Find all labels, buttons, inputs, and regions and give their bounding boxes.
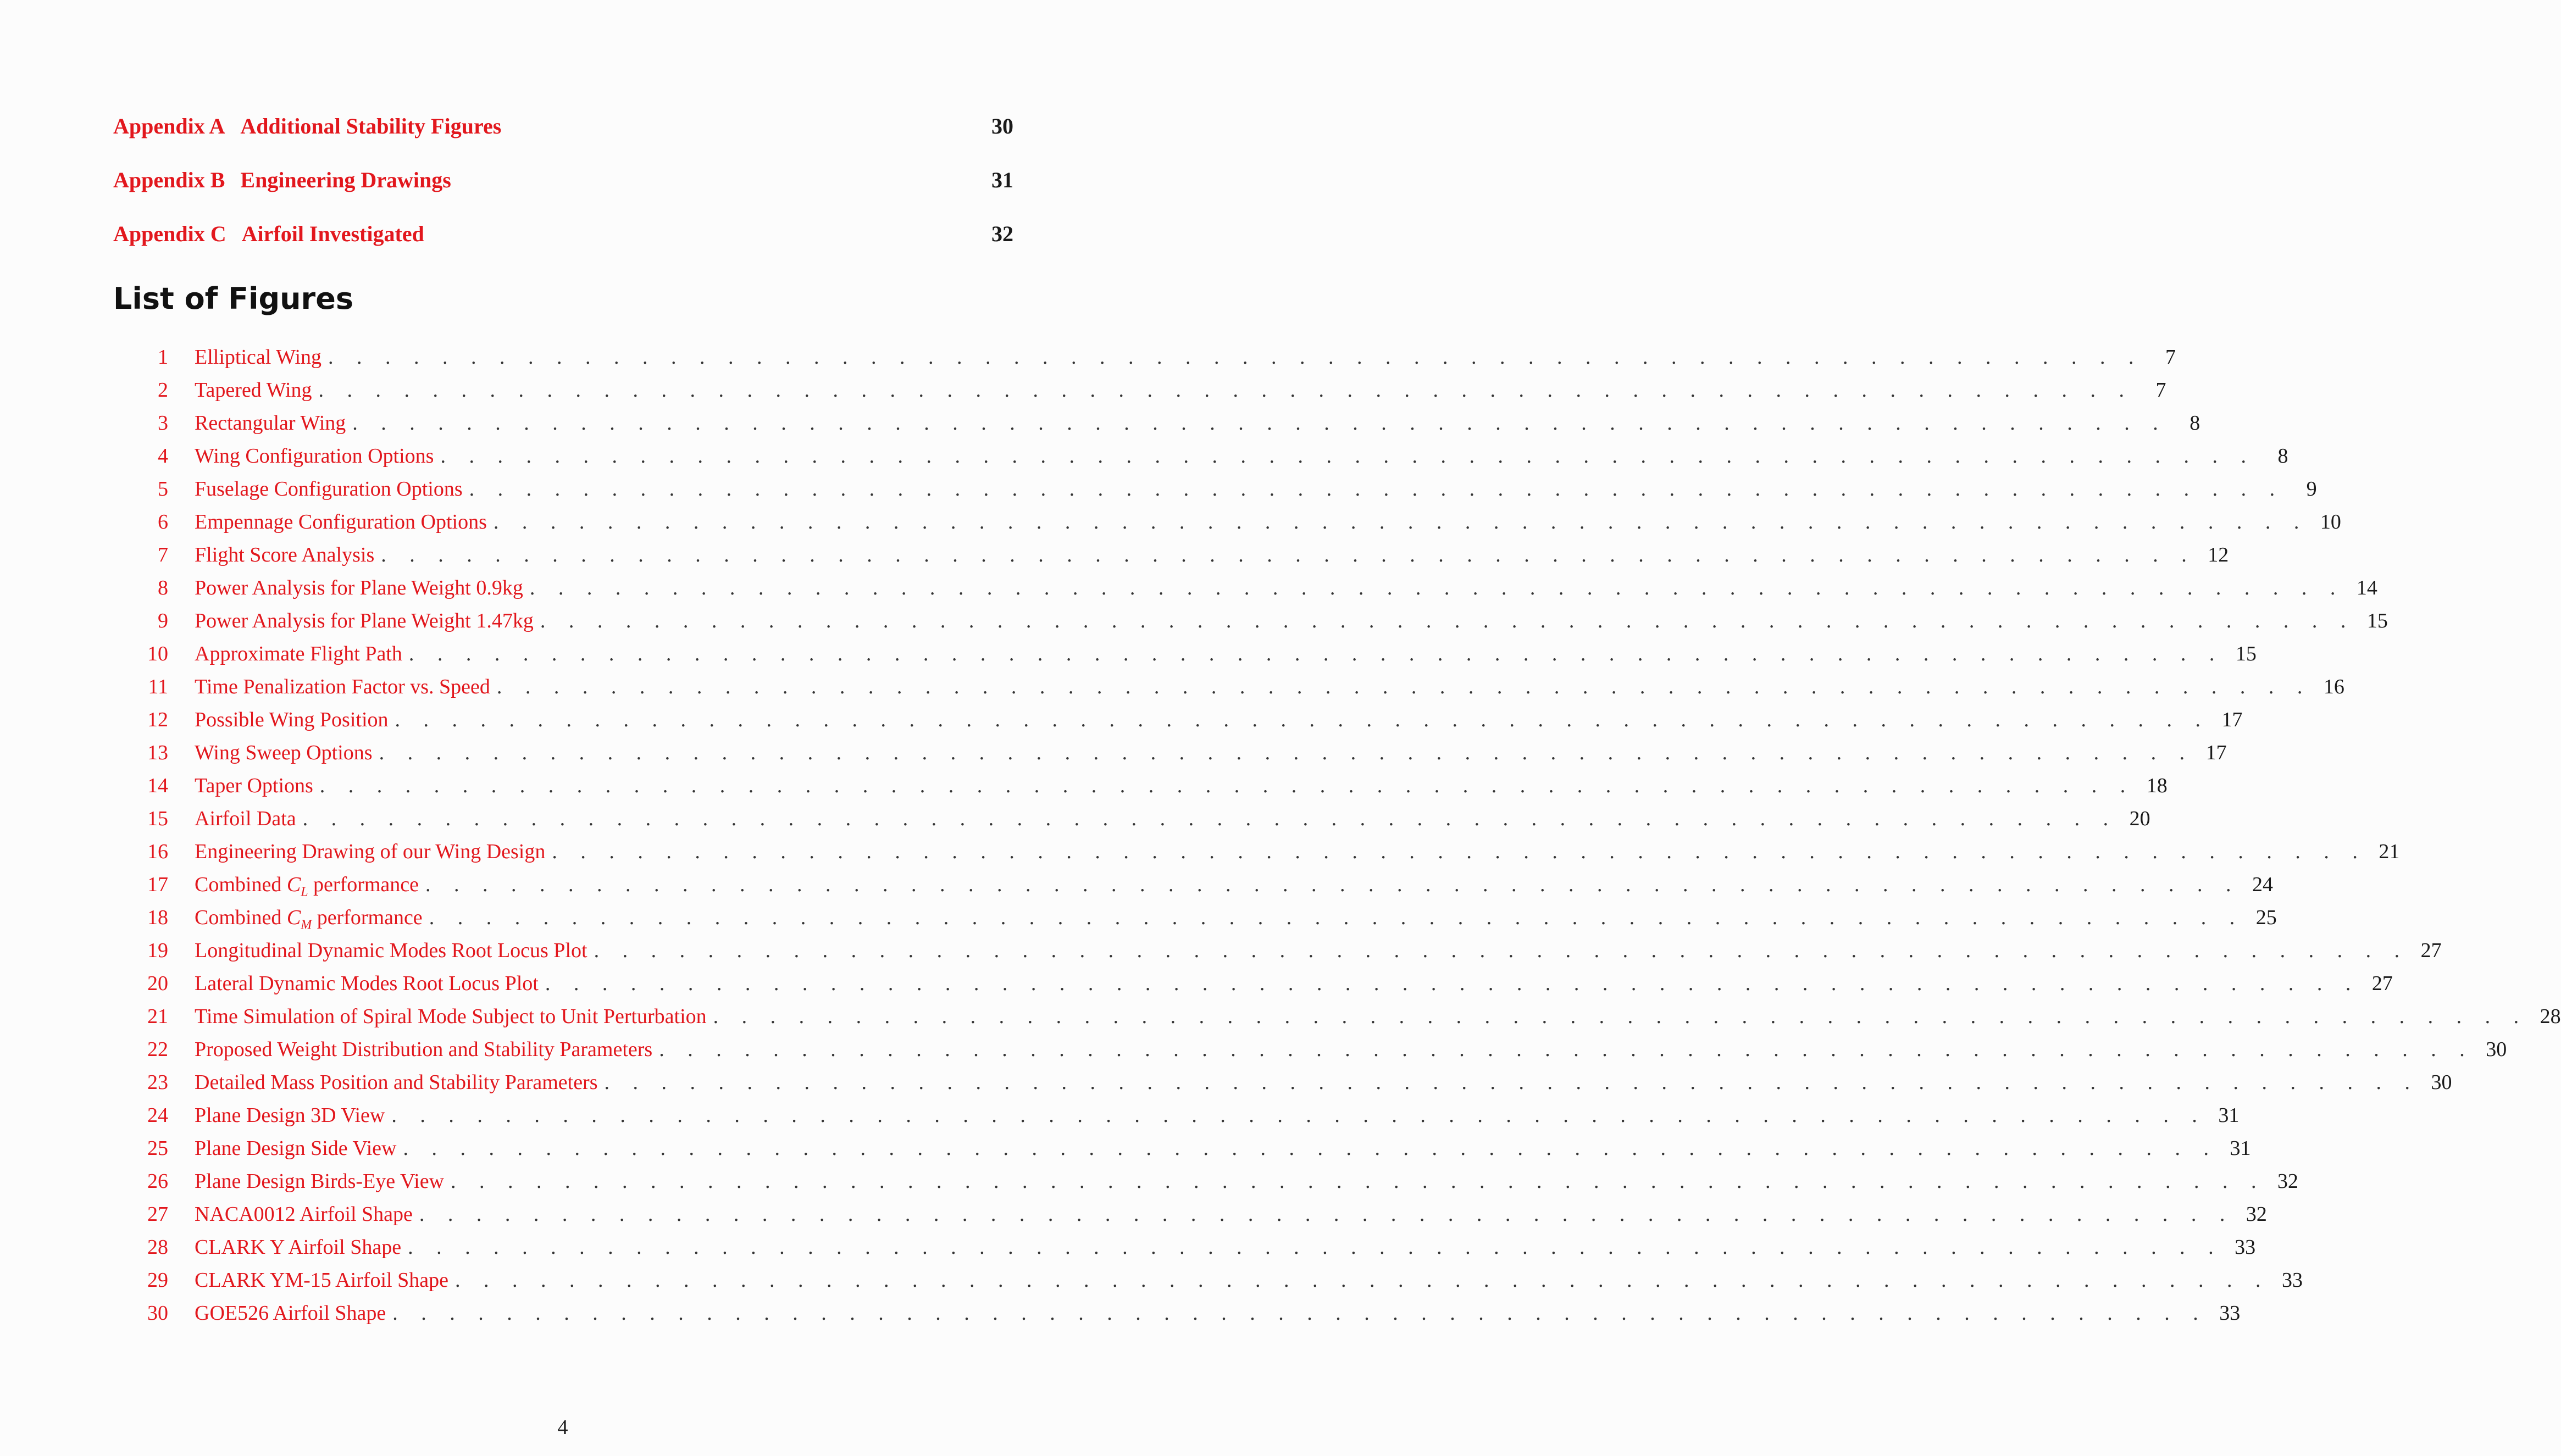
figure-page-number: 8 xyxy=(2277,444,2288,468)
figure-page-number: 17 xyxy=(2221,708,2243,731)
figure-number[interactable]: 10 xyxy=(147,642,168,665)
figure-entry[interactable] xyxy=(113,802,2150,835)
figure-page-number: 30 xyxy=(2431,1071,2452,1094)
appendix-label[interactable]: Appendix C xyxy=(113,221,226,246)
toc-appendix-b[interactable] xyxy=(113,165,1013,196)
dot-leader: . . . . . . . . . . . . . . . . . . . . . . . . . . . . . . . . . . . . . . . . . . . . . . . . . . . . . . . . . . . . . . . . xyxy=(352,412,2168,435)
figure-title[interactable]: Rectangular Wing xyxy=(195,412,346,435)
dot-leader: . . . . . . . . . . . . . . . . . . . . . . . . . . . . . . . . . . . . . . . . . . . . . . . . . . . . . . . . . . . . . . . . xyxy=(302,807,2117,830)
appendix-title[interactable]: Additional Stability Figures xyxy=(240,114,502,138)
figure-title[interactable]: GOE526 Airfoil Shape xyxy=(195,1302,386,1325)
list-of-figures xyxy=(113,341,2561,1330)
figure-entry[interactable] xyxy=(113,670,2344,703)
dot-leader: . . . . . . . . . . . . . . . . . . . . . . . . . . . . . . . . . . . . . . . . . . . . . . . . . . . . . . . . . . . . . . . . xyxy=(451,1170,2265,1193)
figure-page-number: 9 xyxy=(2306,477,2317,501)
figure-page-number: 24 xyxy=(2252,873,2274,896)
figure-entry[interactable] xyxy=(113,1066,2452,1099)
toc-appendix-a[interactable] xyxy=(113,111,1013,142)
dot-leader: . . . . . . . . . . . . . . . . . . . . . . . . . . . . . . . . . . . . . . . . . . . . . . . . . . . . . . . . . . . . . . . . xyxy=(425,873,2241,896)
figure-entry[interactable] xyxy=(113,901,2277,934)
dot-leader: . . . . . . . . . . . . . . . . . . . . . . . . . . . . . . . . . . . . . . . . . . . . . . . . . . . . . . . . . . . . . . . . xyxy=(429,906,2244,929)
figure-page-number: 32 xyxy=(2277,1170,2298,1193)
figure-number[interactable]: 8 xyxy=(158,576,168,599)
figure-title[interactable]: Plane Design Birds-Eye View xyxy=(195,1170,444,1193)
figure-page-number: 15 xyxy=(2366,609,2388,632)
figure-page-number: 8 xyxy=(2189,412,2200,435)
figure-entry[interactable] xyxy=(113,934,2442,967)
dot-leader: . . . . . . . . . . . . . . . . . . . . . . . . . . . . . . . . . . . . . . . . . . . . . . . . . . . . . . . . . . . . . . . . xyxy=(545,972,2360,995)
figure-title[interactable]: Approximate Flight Path xyxy=(195,642,402,665)
figure-entry[interactable] xyxy=(113,604,2388,637)
figure-number[interactable]: 9 xyxy=(158,609,168,632)
figure-entry[interactable] xyxy=(113,1132,2251,1165)
figure-page-number: 7 xyxy=(2165,346,2176,369)
figure-entry[interactable] xyxy=(113,505,2341,538)
figure-title-pre: Combined xyxy=(195,873,287,896)
figure-number[interactable]: 4 xyxy=(158,444,168,468)
figure-title-variable: C xyxy=(286,873,301,896)
figure-title[interactable]: CLARK Y Airfoil Shape xyxy=(195,1236,402,1259)
dot-leader: . . . . . . . . . . . . . . . . . . . . . . . . . . . . . . . . . . . . . . . . . . . . . . . . . . . . . . . . . . . . . . . . xyxy=(594,939,2409,962)
list-of-figures-heading: List of Figures xyxy=(113,281,353,316)
figure-page-number: 20 xyxy=(2129,807,2150,830)
figure-page-number: 27 xyxy=(2420,939,2442,962)
figure-entry[interactable] xyxy=(113,1000,2561,1033)
figure-title[interactable]: Possible Wing Position xyxy=(195,708,389,731)
figure-title[interactable]: NACA0012 Airfoil Shape xyxy=(195,1203,413,1226)
figure-number[interactable]: 26 xyxy=(147,1170,168,1193)
dot-leader: . . . . . . . . . . . . . . . . . . . . . . . . . . . . . . . . . . . . . . . . . . . . . . . . . . . . . . . . . . . . . . . . xyxy=(391,1104,2207,1127)
figure-entry[interactable] xyxy=(113,868,2274,901)
figure-title[interactable]: Power Analysis for Plane Weight 1.47kg xyxy=(195,609,534,632)
figure-page-number: 33 xyxy=(2219,1302,2241,1325)
figure-entry[interactable] xyxy=(113,1264,2303,1297)
figure-title-pre: Combined xyxy=(195,906,287,929)
figure-entry[interactable] xyxy=(113,967,2393,1000)
figure-entry[interactable] xyxy=(113,637,2257,670)
figure-entry[interactable] xyxy=(113,407,2200,440)
figure-title[interactable]: Engineering Drawing of our Wing Design xyxy=(195,840,546,863)
figure-title-post: performance xyxy=(312,906,423,929)
figure-number[interactable]: 15 xyxy=(147,807,168,830)
figure-number[interactable]: 21 xyxy=(147,1005,168,1028)
figure-title[interactable]: Taper Options xyxy=(195,774,313,797)
dot-leader: . . . . . . . . . . . . . . . . . . . . . . . . . . . . . . . . . . . . . . . . . . . . . . . . . . . . . . . . . . . . . . . . xyxy=(319,774,2135,797)
figure-entry[interactable] xyxy=(113,1198,2267,1231)
figure-entry[interactable] xyxy=(113,769,2168,802)
figure-page-number: 28 xyxy=(2540,1005,2561,1028)
figure-page-number: 25 xyxy=(2255,906,2277,929)
figure-number[interactable]: 28 xyxy=(147,1236,168,1259)
figure-page-number: 33 xyxy=(2235,1236,2256,1259)
figure-page-number: 7 xyxy=(2155,379,2166,402)
figure-title[interactable]: Wing Configuration Options xyxy=(195,444,434,468)
appendix-label[interactable]: Appendix B xyxy=(113,168,225,192)
figure-page-number: 31 xyxy=(2230,1137,2251,1160)
figure-title[interactable]: Lateral Dynamic Modes Root Locus Plot xyxy=(195,972,539,995)
dot-leader: . . . . . . . . . . . . . . . . . . . . . . . . . . . . . . . . . . . . . . . . . . . . . . . . . . . . . . . . . . . . . . . . xyxy=(496,675,2311,698)
figure-number[interactable]: 30 xyxy=(147,1302,168,1325)
figure-title[interactable]: Proposed Weight Distribution and Stability Parameters xyxy=(195,1038,653,1061)
figure-entry[interactable] xyxy=(113,538,2229,571)
figure-number[interactable]: 5 xyxy=(158,477,168,501)
figure-page-number: 12 xyxy=(2208,543,2229,566)
figure-page-number: 31 xyxy=(2218,1104,2240,1127)
appendix-title[interactable]: Engineering Drawings xyxy=(240,168,451,192)
figure-title[interactable]: Tapered Wing xyxy=(195,379,312,402)
figure-number[interactable]: 6 xyxy=(158,510,168,534)
figure-title[interactable]: Longitudinal Dynamic Modes Root Locus Plot xyxy=(195,939,587,962)
dot-leader: . . . . . . . . . . . . . . . . . . . . . . . . . . . . . . . . . . . . . . . . . . . . . . . . . . . . . . . . . . . . . . . . xyxy=(318,379,2133,402)
figure-title[interactable]: Elliptical Wing xyxy=(195,346,322,369)
figure-entry[interactable] xyxy=(113,374,2166,407)
dot-leader: . . . . . . . . . . . . . . . . . . . . . . . . . . . . . . . . . . . . . . . . . . . . . . . . . . . . . . . . . . . . . . . . xyxy=(419,1203,2234,1226)
figure-entry[interactable] xyxy=(113,571,2377,604)
dot-leader: . . . . . . . . . . . . . . . . . . . . . . . . . . . . . . . . . . . . . . . . . . . . . . . . . . . . . . . . . . . . . . . . xyxy=(529,576,2344,599)
figure-number[interactable]: 25 xyxy=(147,1137,168,1160)
figure-entry[interactable] xyxy=(113,736,2227,769)
dot-leader: . . . . . . . . . . . . . . . . . . . . . . . . . . . . . . . . . . . . . . . . . . . . . . . . . . . . . . . . . . . . . . . . xyxy=(493,510,2308,534)
figure-entry[interactable] xyxy=(113,703,2243,736)
figure-number[interactable]: 19 xyxy=(147,939,168,962)
figure-number[interactable]: 24 xyxy=(147,1104,168,1127)
appendix-page-number: 32 xyxy=(991,221,1013,246)
figure-entry[interactable] xyxy=(113,835,2400,868)
figure-number[interactable]: 29 xyxy=(147,1269,168,1292)
figure-page-number: 14 xyxy=(2356,576,2377,599)
figure-page-number: 10 xyxy=(2320,510,2341,534)
figure-number[interactable]: 3 xyxy=(158,412,168,435)
figure-title-subscript: L xyxy=(301,885,308,899)
figure-title[interactable]: Time Simulation of Spiral Mode Subject to Unit Perturbation xyxy=(195,1005,707,1028)
figure-entry[interactable] xyxy=(113,473,2317,505)
figure-page-number: 18 xyxy=(2146,774,2168,797)
figure-entry[interactable] xyxy=(113,1297,2241,1330)
page-number: 4 xyxy=(557,1416,568,1439)
dot-leader: . . . . . . . . . . . . . . . . . . . . . . . . . . . . . . . . . . . . . . . . . . . . . . . . . . . . . . . . . . . . . . . . xyxy=(395,708,2210,731)
figure-number[interactable]: 1 xyxy=(158,346,168,369)
figure-number[interactable]: 23 xyxy=(147,1071,168,1094)
appendix-page-number: 31 xyxy=(991,168,1013,192)
figure-title[interactable]: Wing Sweep Options xyxy=(195,741,373,764)
dot-leader: . . . . . . . . . . . . . . . . . . . . . . . . . . . . . . . . . . . . . . . . . . . . . . . . . . . . . . . . . . . . . . . . xyxy=(604,1071,2419,1094)
figure-title[interactable]: CLARK YM-15 Airfoil Shape xyxy=(195,1269,448,1292)
dot-leader: . . . . . . . . . . . . . . . . . . . . . . . . . . . . . . . . . . . . . . . . . . . . . . . . . . . . . . . . . . . . . . . . xyxy=(713,1005,2528,1028)
dot-leader: . . . . . . . . . . . . . . . . . . . . . . . . . . . . . . . . . . . . . . . . . . . . . . . . . . . . . . . . . . . . . . . . xyxy=(540,609,2355,632)
figure-entry[interactable] xyxy=(113,341,2176,374)
dot-leader: . . . . . . . . . . . . . . . . . . . . . . . . . . . . . . . . . . . . . . . . . . . . . . . . . . . . . . . . . . . . . . . . xyxy=(552,840,2367,863)
figure-title[interactable]: Plane Design 3D View xyxy=(195,1104,385,1127)
figure-title[interactable]: Airfoil Data xyxy=(195,807,296,830)
appendix-title[interactable]: Airfoil Investigated xyxy=(241,221,424,246)
figure-title[interactable]: Time Penalization Factor vs. Speed xyxy=(195,675,490,698)
figure-entry[interactable] xyxy=(113,1099,2240,1132)
figure-title[interactable]: Fuselage Configuration Options xyxy=(195,477,463,501)
dot-leader: . . . . . . . . . . . . . . . . . . . . . . . . . . . . . . . . . . . . . . . . . . . . . . . . . . . . . . . . . . . . . . . . xyxy=(440,444,2255,468)
figure-entry[interactable] xyxy=(113,1033,2507,1066)
dot-leader: . . . . . . . . . . . . . . . . . . . . . . . . . . . . . . . . . . . . . . . . . . . . . . . . . . . . . . . . . . . . . . . . xyxy=(392,1302,2208,1325)
figure-page-number: 16 xyxy=(2323,675,2344,698)
figure-title[interactable]: Power Analysis for Plane Weight 0.9kg xyxy=(195,576,523,599)
figure-entry[interactable] xyxy=(113,1231,2256,1264)
figure-number[interactable]: 14 xyxy=(147,774,168,797)
dot-leader: . . . . . . . . . . . . . . . . . . . . . . . . . . . . . . . . . . . . . . . . . . . . . . . . . . . . . . . . . . . . . . . . xyxy=(659,1038,2474,1061)
figure-number[interactable]: 16 xyxy=(147,840,168,863)
figure-title[interactable]: Detailed Mass Position and Stability Parameters xyxy=(195,1071,598,1094)
figure-entry[interactable] xyxy=(113,1165,2298,1198)
figure-title-variable: C xyxy=(286,906,301,929)
figure-title[interactable]: Flight Score Analysis xyxy=(195,543,375,566)
dot-leader: . . . . . . . . . . . . . . . . . . . . . . . . . . . . . . . . . . . . . . . . . . . . . . . . . . . . . . . . . . . . . . . . xyxy=(469,477,2284,501)
figure-title[interactable]: Empennage Configuration Options xyxy=(195,510,487,534)
dot-leader: . . . . . . . . . . . . . . . . . . . . . . . . . . . . . . . . . . . . . . . . . . . . . . . . . . . . . . . . . . . . . . . . xyxy=(408,1236,2223,1259)
figure-title-post: performance xyxy=(308,873,419,896)
figure-page-number: 21 xyxy=(2379,840,2400,863)
dot-leader: . . . . . . . . . . . . . . . . . . . . . . . . . . . . . . . . . . . . . . . . . . . . . . . . . . . . . . . . . . . . . . . . xyxy=(454,1269,2270,1292)
figure-page-number: 17 xyxy=(2205,741,2227,764)
figure-number[interactable]: 17 xyxy=(147,873,168,896)
figure-number[interactable]: 13 xyxy=(147,741,168,764)
figure-number[interactable]: 12 xyxy=(147,708,168,731)
figure-page-number: 32 xyxy=(2246,1203,2267,1226)
dot-leader: . . . . . . . . . . . . . . . . . . . . . . . . . . . . . . . . . . . . . . . . . . . . . . . . . . . . . . . . . . . . . . . . xyxy=(328,346,2143,369)
appendix-page-number: 30 xyxy=(991,114,1013,138)
dot-leader: . . . . . . . . . . . . . . . . . . . . . . . . . . . . . . . . . . . . . . . . . . . . . . . . . . . . . . . . . . . . . . . . xyxy=(408,642,2224,665)
dot-leader: . . . . . . . . . . . . . . . . . . . . . . . . . . . . . . . . . . . . . . . . . . . . . . . . . . . . . . . . . . . . . . . . xyxy=(379,741,2194,764)
figure-page-number: 15 xyxy=(2235,642,2257,665)
figure-number[interactable]: 22 xyxy=(147,1038,168,1061)
figure-number[interactable]: 7 xyxy=(158,543,168,566)
figure-entry[interactable] xyxy=(113,440,2288,473)
dot-leader: . . . . . . . . . . . . . . . . . . . . . . . . . . . . . . . . . . . . . . . . . . . . . . . . . . . . . . . . . . . . . . . . xyxy=(403,1137,2218,1160)
appendix-label[interactable]: Appendix A xyxy=(113,114,225,138)
figure-number[interactable]: 18 xyxy=(147,906,168,929)
figure-title[interactable]: Plane Design Side View xyxy=(195,1137,397,1160)
figure-page-number: 27 xyxy=(2371,972,2393,995)
figure-number[interactable]: 27 xyxy=(147,1203,168,1226)
figure-page-number: 30 xyxy=(2486,1038,2507,1061)
figure-number[interactable]: 11 xyxy=(148,675,168,698)
figure-page-number: 33 xyxy=(2281,1269,2303,1292)
figure-number[interactable]: 2 xyxy=(158,379,168,402)
figure-number[interactable]: 20 xyxy=(147,972,168,995)
toc-appendix-c[interactable] xyxy=(113,219,1013,249)
dot-leader: . . . . . . . . . . . . . . . . . . . . . . . . . . . . . . . . . . . . . . . . . . . . . . . . . . . . . . . . . . . . . . . . xyxy=(381,543,2196,566)
figure-title-subscript: M xyxy=(301,918,312,932)
